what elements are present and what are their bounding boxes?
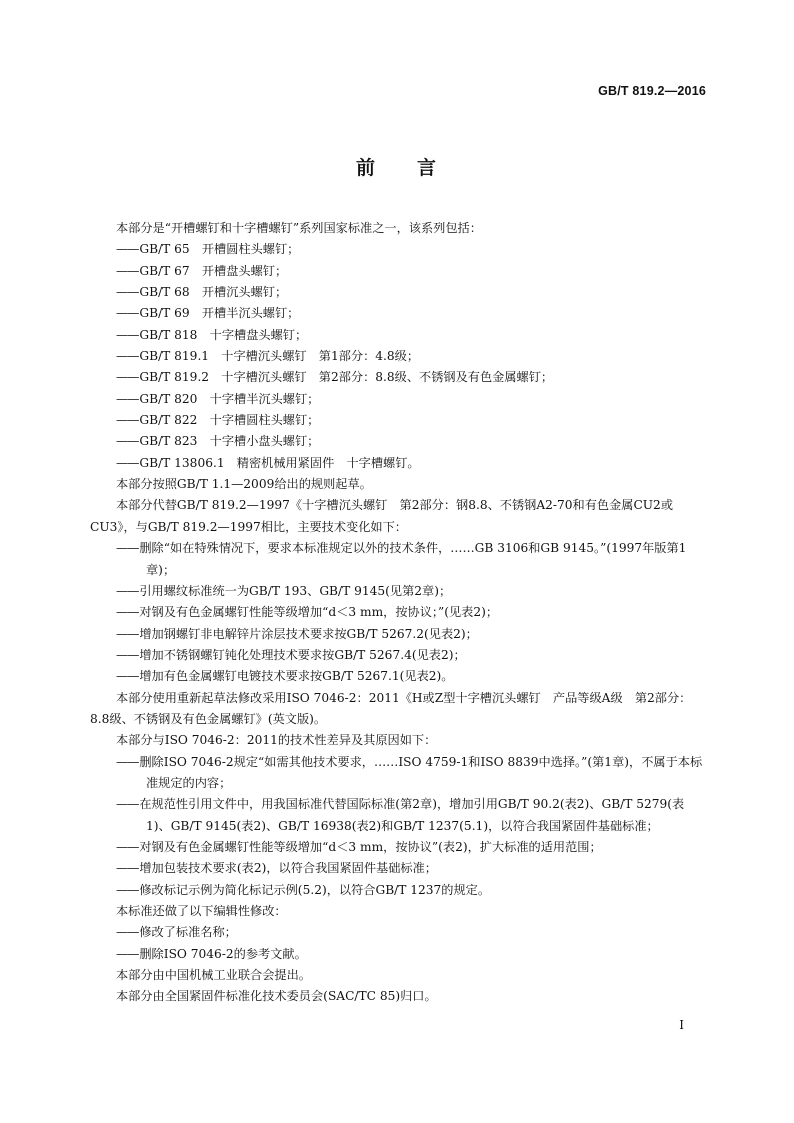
list-item: —— GB/T 65 开槽圆柱头螺钉； — [90, 239, 706, 260]
list-item: —— 删除“如在特殊情况下，要求本标准规定以外的技术条件，……GB 3106和GB 9145。”(1997年版第1章)； — [90, 538, 706, 581]
list-item: —— 在规范性引用文件中，用我国标准代替国际标准(第2章)，增加引用GB/T 90.2(表2)、GB/T 5279(表1)、GB/T 9145(表2)、GB/T 16938(表2)和GB/T 1237(5.1)，以符合我国紧固件基础标准； — [90, 794, 706, 837]
list-item: —— GB/T 67 开槽盘头螺钉； — [90, 261, 706, 282]
list-item: —— 修改了标准名称； — [90, 922, 706, 943]
list-item: —— GB/T 69 开槽半沉头螺钉； — [90, 303, 706, 324]
list-item: —— 引用螺纹标准统一为GB/T 193、GB/T 9145(见第2章)； — [90, 581, 706, 602]
standard-code: GB/T 819.2—2016 — [598, 84, 706, 98]
foreword-body — [90, 218, 706, 1008]
list-item: —— 增加钢螺钉非电解锌片涂层技术要求按GB/T 5267.2(见表2)； — [90, 624, 706, 645]
list-item: —— GB/T 822 十字槽圆柱头螺钉； — [90, 410, 706, 431]
list-item: —— 增加不锈钢螺钉钝化处理技术要求按GB/T 5267.4(见表2)； — [90, 645, 706, 666]
page-number: I — [679, 1018, 684, 1032]
title-char-1: 前 — [355, 157, 377, 179]
list-item: —— GB/T 819.1 十字槽沉头螺钉 第1部分：4.8级； — [90, 346, 706, 367]
list-item: —— GB/T 818 十字槽盘头螺钉； — [90, 325, 706, 346]
paragraph: 本部分是“开槽螺钉和十字槽螺钉”系列国家标准之一，该系列包括： — [116, 221, 482, 235]
list-item: —— 对钢及有色金属螺钉性能等级增加“d＜3 mm，按协议；”(见表2)； — [90, 602, 706, 623]
paragraph: 本部分与ISO 7046-2：2011的技术性差异及其原因如下： — [116, 733, 437, 748]
paragraph: 本部分代替GB/T 819.2—1997《十字槽沉头螺钉 第2部分：钢8.8、不锈钢A2-70和有色金属CU2或CU3》，与GB/T 819.2—1997相比，主要技术变化如下： — [90, 498, 674, 534]
list-item: —— GB/T 819.2 十字槽沉头螺钉 第2部分：8.8级、不锈钢及有色金属螺钉； — [90, 367, 706, 388]
paragraph: 本部分按照GB/T 1.1—2009给出的规则起草。 — [116, 477, 372, 492]
list-item: —— GB/T 68 开槽沉头螺钉； — [90, 282, 706, 303]
list-item: —— 修改标记示例为简化标记示例(5.2)，以符合GB/T 1237的规定。 — [90, 880, 706, 901]
list-item: —— GB/T 820 十字槽半沉头螺钉； — [90, 389, 706, 410]
list-item: —— 对钢及有色金属螺钉性能等级增加“d＜3 mm，按协议”(表2)，扩大标准的适用范围； — [90, 837, 706, 858]
list-item: —— 增加有色金属螺钉电镀技术要求按GB/T 5267.1(见表2)。 — [90, 666, 706, 687]
list-item: —— GB/T 823 十字槽小盘头螺钉； — [90, 431, 706, 452]
title-char-2: 言 — [417, 157, 439, 179]
page-title — [0, 153, 794, 180]
paragraph: 本部分使用重新起草法修改采用ISO 7046-2：2011《H或Z型十字槽沉头螺钉 产品等级A级 第2部分：8.8级、不锈钢及有色金属螺钉》(英文版)。 — [90, 690, 692, 726]
paragraph: 本部分由中国机械工业联合会提出。 — [116, 968, 311, 983]
list-item: —— GB/T 13806.1 精密机械用紧固件 十字槽螺钉。 — [90, 453, 706, 474]
list-item: —— 删除ISO 7046-2的参考文献。 — [90, 944, 706, 965]
paragraph: 本部分由全国紧固件标准化技术委员会(SAC/TC 85)归口。 — [116, 989, 437, 1004]
paragraph: 本标准还做了以下编辑性修改： — [116, 904, 287, 918]
list-item: —— 删除ISO 7046-2规定“如需其他技术要求，……ISO 4759-1和ISO 8839中选择。”(第1章)，不属于本标准规定的内容； — [90, 752, 706, 795]
list-item: —— 增加包装技术要求(表2)，以符合我国紧固件基础标准； — [90, 858, 706, 879]
